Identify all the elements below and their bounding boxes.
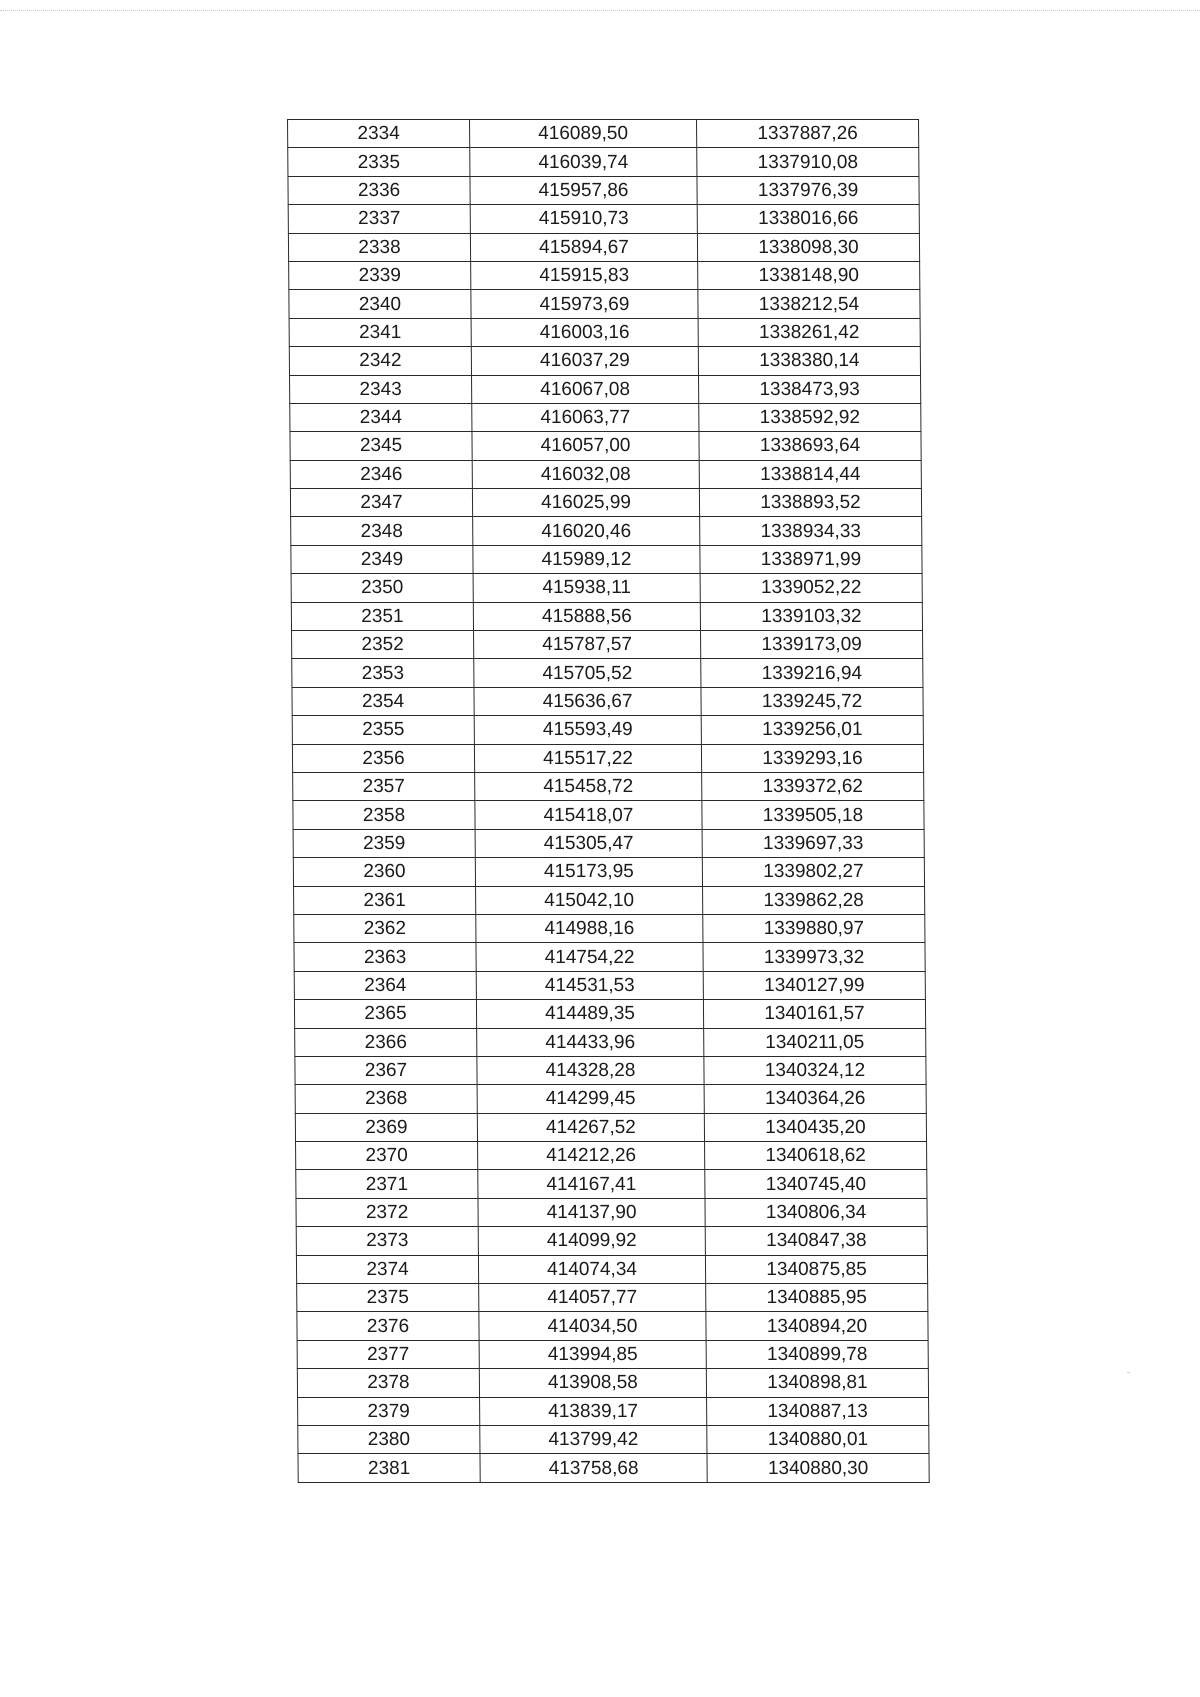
point-number-cell: 2372 xyxy=(296,1198,478,1226)
scan-header-line xyxy=(0,10,1200,11)
y-coordinate-cell: 1339802,27 xyxy=(702,858,924,886)
point-number-cell: 2351 xyxy=(291,602,473,630)
table-row xyxy=(295,1113,926,1141)
table-row xyxy=(292,659,923,687)
table-row xyxy=(296,1170,927,1198)
point-number-cell: 2344 xyxy=(290,403,472,431)
table-row xyxy=(288,205,919,233)
point-number-cell: 2368 xyxy=(295,1085,477,1113)
y-coordinate-cell: 1339173,09 xyxy=(701,631,923,659)
point-number-cell: 2353 xyxy=(292,659,474,687)
y-coordinate-cell: 1340899,78 xyxy=(706,1340,928,1368)
table-row xyxy=(295,1085,926,1113)
point-number-cell: 2376 xyxy=(297,1312,479,1340)
point-number-cell: 2363 xyxy=(294,943,476,971)
y-coordinate-cell: 1338212,54 xyxy=(698,290,920,318)
x-coordinate-cell: 414057,77 xyxy=(479,1284,706,1312)
table-row xyxy=(292,631,923,659)
point-number-cell: 2361 xyxy=(294,886,476,914)
table-row xyxy=(290,375,921,403)
y-coordinate-cell: 1340324,12 xyxy=(704,1056,926,1084)
point-number-cell: 2365 xyxy=(294,1000,476,1028)
y-coordinate-cell: 1338971,99 xyxy=(700,545,922,573)
table-row xyxy=(291,517,922,545)
point-number-cell: 2340 xyxy=(289,290,471,318)
point-number-cell: 2341 xyxy=(289,318,471,346)
y-coordinate-cell: 1337887,26 xyxy=(697,120,919,148)
table-row xyxy=(295,1028,926,1056)
table-row xyxy=(295,1056,926,1084)
x-coordinate-cell: 416003,16 xyxy=(471,318,698,346)
table-row xyxy=(291,574,922,602)
x-coordinate-cell: 414074,34 xyxy=(478,1255,705,1283)
x-coordinate-cell: 415458,72 xyxy=(475,772,702,800)
x-coordinate-cell: 415973,69 xyxy=(471,290,698,318)
y-coordinate-cell: 1339216,94 xyxy=(701,659,923,687)
y-coordinate-cell: 1340880,01 xyxy=(707,1425,929,1453)
table-row xyxy=(288,233,919,261)
point-number-cell: 2370 xyxy=(296,1142,478,1170)
x-coordinate-cell: 415989,12 xyxy=(473,545,700,573)
coordinates-table-body xyxy=(288,120,930,1483)
y-coordinate-cell: 1339505,18 xyxy=(702,801,924,829)
point-number-cell: 2369 xyxy=(295,1113,477,1141)
table-row xyxy=(289,290,920,318)
x-coordinate-cell: 415915,83 xyxy=(471,261,698,289)
point-number-cell: 2350 xyxy=(291,574,473,602)
y-coordinate-cell: 1340898,81 xyxy=(706,1369,928,1397)
x-coordinate-cell: 414099,92 xyxy=(478,1227,705,1255)
x-coordinate-cell: 414034,50 xyxy=(479,1312,706,1340)
point-number-cell: 2360 xyxy=(293,858,475,886)
x-coordinate-cell: 416067,08 xyxy=(472,375,699,403)
point-number-cell: 2381 xyxy=(298,1454,480,1482)
table-row xyxy=(290,403,921,431)
x-coordinate-cell: 416039,74 xyxy=(470,148,697,176)
table-row xyxy=(289,261,920,289)
point-number-cell: 2354 xyxy=(292,687,474,715)
table-row xyxy=(290,460,921,488)
y-coordinate-cell: 1339103,32 xyxy=(700,602,922,630)
x-coordinate-cell: 416025,99 xyxy=(472,489,699,517)
y-coordinate-cell: 1340127,99 xyxy=(703,971,925,999)
y-coordinate-cell: 1340618,62 xyxy=(705,1142,927,1170)
x-coordinate-cell: 415418,07 xyxy=(475,801,702,829)
point-number-cell: 2339 xyxy=(289,261,471,289)
point-number-cell: 2343 xyxy=(290,375,472,403)
x-coordinate-cell: 414489,35 xyxy=(476,1000,703,1028)
x-coordinate-cell: 413908,58 xyxy=(479,1369,706,1397)
point-number-cell: 2347 xyxy=(290,489,472,517)
x-coordinate-cell: 415938,11 xyxy=(473,574,700,602)
point-number-cell: 2355 xyxy=(292,716,474,744)
x-coordinate-cell: 414212,26 xyxy=(478,1142,705,1170)
point-number-cell: 2337 xyxy=(288,205,470,233)
table-row xyxy=(296,1198,927,1226)
table-row xyxy=(289,347,920,375)
x-coordinate-cell: 415910,73 xyxy=(470,205,697,233)
x-coordinate-cell: 413758,68 xyxy=(480,1454,707,1482)
y-coordinate-cell: 1340885,95 xyxy=(706,1284,928,1312)
table-row xyxy=(298,1425,929,1453)
y-coordinate-cell: 1340894,20 xyxy=(706,1312,928,1340)
y-coordinate-cell: 1339256,01 xyxy=(701,716,923,744)
table-row xyxy=(293,772,924,800)
x-coordinate-cell: 416089,50 xyxy=(470,120,697,148)
y-coordinate-cell: 1340161,57 xyxy=(703,1000,925,1028)
table-row xyxy=(291,602,922,630)
x-coordinate-cell: 414433,96 xyxy=(477,1028,704,1056)
point-number-cell: 2364 xyxy=(294,971,476,999)
y-coordinate-cell: 1338693,64 xyxy=(699,432,921,460)
x-coordinate-cell: 415787,57 xyxy=(474,631,701,659)
point-number-cell: 2379 xyxy=(298,1397,480,1425)
table-row xyxy=(290,489,921,517)
x-coordinate-cell: 416020,46 xyxy=(473,517,700,545)
y-coordinate-cell: 1339372,62 xyxy=(702,772,924,800)
y-coordinate-cell: 1337976,39 xyxy=(697,176,919,204)
x-coordinate-cell: 414137,90 xyxy=(478,1198,705,1226)
point-number-cell: 2375 xyxy=(297,1284,479,1312)
point-number-cell: 2356 xyxy=(292,744,474,772)
point-number-cell: 2334 xyxy=(288,120,470,148)
x-coordinate-cell: 415894,67 xyxy=(470,233,697,261)
x-coordinate-cell: 415957,86 xyxy=(470,176,697,204)
y-coordinate-cell: 1340745,40 xyxy=(705,1170,927,1198)
point-number-cell: 2359 xyxy=(293,829,475,857)
point-number-cell: 2346 xyxy=(290,460,472,488)
y-coordinate-cell: 1339973,32 xyxy=(703,943,925,971)
point-number-cell: 2357 xyxy=(293,772,475,800)
y-coordinate-cell: 1338016,66 xyxy=(697,205,919,233)
table-row xyxy=(296,1227,927,1255)
coordinates-table xyxy=(287,119,930,1483)
table-row xyxy=(294,886,925,914)
table-row xyxy=(297,1312,928,1340)
table-row xyxy=(293,801,924,829)
table-row xyxy=(297,1369,928,1397)
table-row xyxy=(298,1397,929,1425)
x-coordinate-cell: 414167,41 xyxy=(478,1170,705,1198)
x-coordinate-cell: 413799,42 xyxy=(480,1425,707,1453)
y-coordinate-cell: 1339293,16 xyxy=(701,744,923,772)
x-coordinate-cell: 416037,29 xyxy=(471,347,698,375)
x-coordinate-cell: 416063,77 xyxy=(472,403,699,431)
y-coordinate-cell: 1338814,44 xyxy=(699,460,921,488)
point-number-cell: 2371 xyxy=(296,1170,478,1198)
point-number-cell: 2335 xyxy=(288,148,470,176)
point-number-cell: 2352 xyxy=(292,631,474,659)
x-coordinate-cell: 413839,17 xyxy=(480,1397,707,1425)
y-coordinate-cell: 1339697,33 xyxy=(702,829,924,857)
table-row xyxy=(292,716,923,744)
table-row xyxy=(288,120,919,148)
x-coordinate-cell: 414267,52 xyxy=(477,1113,704,1141)
table-row xyxy=(298,1454,929,1482)
x-coordinate-cell: 415305,47 xyxy=(475,829,702,857)
y-coordinate-cell: 1337910,08 xyxy=(697,148,919,176)
x-coordinate-cell: 414754,22 xyxy=(476,943,703,971)
table-row xyxy=(288,148,919,176)
x-coordinate-cell: 415517,22 xyxy=(474,744,701,772)
table-row xyxy=(293,858,924,886)
point-number-cell: 2378 xyxy=(297,1369,479,1397)
table-row xyxy=(294,914,925,942)
point-number-cell: 2345 xyxy=(290,432,472,460)
x-coordinate-cell: 415593,49 xyxy=(474,716,701,744)
table-row xyxy=(294,1000,925,1028)
point-number-cell: 2349 xyxy=(291,545,473,573)
y-coordinate-cell: 1338148,90 xyxy=(698,261,920,289)
x-coordinate-cell: 415173,95 xyxy=(475,858,702,886)
y-coordinate-cell: 1338261,42 xyxy=(698,318,920,346)
point-number-cell: 2380 xyxy=(298,1425,480,1453)
x-coordinate-cell: 414531,53 xyxy=(476,971,703,999)
x-coordinate-cell: 413994,85 xyxy=(479,1340,706,1368)
table-row xyxy=(296,1255,927,1283)
y-coordinate-cell: 1340211,05 xyxy=(704,1028,926,1056)
table-row xyxy=(291,545,922,573)
x-coordinate-cell: 415636,67 xyxy=(474,687,701,715)
y-coordinate-cell: 1339052,22 xyxy=(700,574,922,602)
x-coordinate-cell: 414988,16 xyxy=(476,914,703,942)
y-coordinate-cell: 1339862,28 xyxy=(703,886,925,914)
point-number-cell: 2348 xyxy=(291,517,473,545)
table-row xyxy=(292,687,923,715)
y-coordinate-cell: 1340875,85 xyxy=(705,1255,927,1283)
scan-speck xyxy=(1127,1372,1130,1373)
table-row xyxy=(293,829,924,857)
y-coordinate-cell: 1339245,72 xyxy=(701,687,923,715)
table-row xyxy=(290,432,921,460)
y-coordinate-cell: 1338098,30 xyxy=(697,233,919,261)
table-row xyxy=(289,318,920,346)
x-coordinate-cell: 414299,45 xyxy=(477,1085,704,1113)
y-coordinate-cell: 1340847,38 xyxy=(705,1227,927,1255)
y-coordinate-cell: 1340364,26 xyxy=(704,1085,926,1113)
point-number-cell: 2367 xyxy=(295,1056,477,1084)
x-coordinate-cell: 415888,56 xyxy=(473,602,700,630)
point-number-cell: 2338 xyxy=(288,233,470,261)
y-coordinate-cell: 1338592,92 xyxy=(699,403,921,431)
x-coordinate-cell: 416057,00 xyxy=(472,432,699,460)
x-coordinate-cell: 414328,28 xyxy=(477,1056,704,1084)
x-coordinate-cell: 415705,52 xyxy=(474,659,701,687)
point-number-cell: 2366 xyxy=(295,1028,477,1056)
table-row xyxy=(297,1340,928,1368)
table-row xyxy=(294,943,925,971)
x-coordinate-cell: 416032,08 xyxy=(472,460,699,488)
point-number-cell: 2358 xyxy=(293,801,475,829)
y-coordinate-cell: 1338934,33 xyxy=(700,517,922,545)
y-coordinate-cell: 1340887,13 xyxy=(707,1397,929,1425)
y-coordinate-cell: 1338893,52 xyxy=(699,489,921,517)
point-number-cell: 2373 xyxy=(296,1227,478,1255)
point-number-cell: 2342 xyxy=(289,347,471,375)
y-coordinate-cell: 1340806,34 xyxy=(705,1198,927,1226)
table-row xyxy=(294,971,925,999)
y-coordinate-cell: 1339880,97 xyxy=(703,914,925,942)
table-row xyxy=(292,744,923,772)
point-number-cell: 2374 xyxy=(296,1255,478,1283)
y-coordinate-cell: 1340435,20 xyxy=(704,1113,926,1141)
point-number-cell: 2362 xyxy=(294,914,476,942)
table-row xyxy=(297,1284,928,1312)
point-number-cell: 2336 xyxy=(288,176,470,204)
y-coordinate-cell: 1340880,30 xyxy=(707,1454,929,1482)
point-number-cell: 2377 xyxy=(297,1340,479,1368)
table-row xyxy=(288,176,919,204)
table-row xyxy=(296,1142,927,1170)
y-coordinate-cell: 1338473,93 xyxy=(699,375,921,403)
x-coordinate-cell: 415042,10 xyxy=(476,886,703,914)
y-coordinate-cell: 1338380,14 xyxy=(698,347,920,375)
